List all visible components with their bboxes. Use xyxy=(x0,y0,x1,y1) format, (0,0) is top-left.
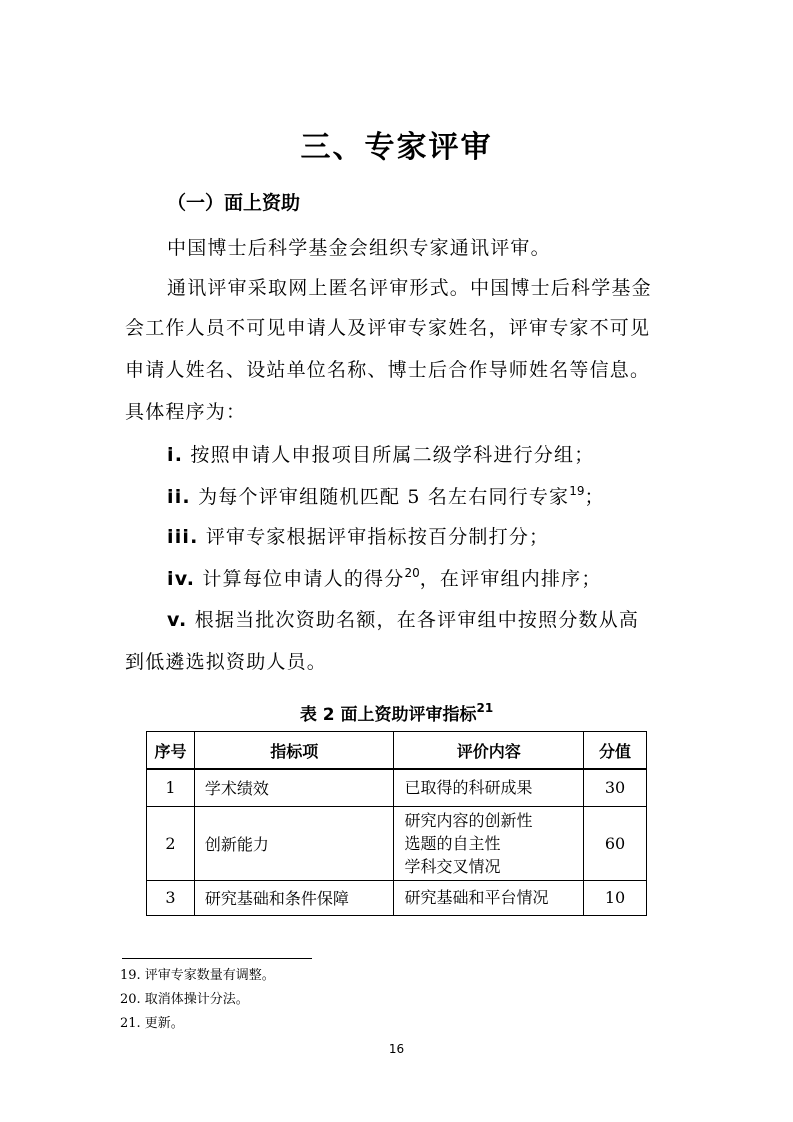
paragraph-2-line-3: 申请人姓名、设站单位名称、博士后合作导师姓名等信息。 xyxy=(125,359,651,381)
footnote-ref[interactable]: 20 xyxy=(404,566,420,580)
row-item: 创新能力 xyxy=(194,806,394,880)
row-score: 60 xyxy=(584,806,647,880)
paragraph-2-line-1: 通讯评审采取网上匿名评审形式。中国博士后科学基金 xyxy=(167,277,652,299)
criteria-table xyxy=(146,731,647,916)
paragraph-2-line-2: 会工作人员不可见申请人及评审专家姓名，评审专家不可见 xyxy=(125,317,651,339)
footnote-divider xyxy=(122,958,312,959)
row-item: 研究基础和条件保障 xyxy=(194,880,394,915)
step-number: ii. xyxy=(167,486,191,508)
row-content xyxy=(394,880,584,915)
table-row xyxy=(147,806,647,880)
row-item: 学术绩效 xyxy=(194,769,394,806)
table-caption xyxy=(0,700,793,725)
footnote-ref[interactable]: 21 xyxy=(476,701,494,715)
row-score: 10 xyxy=(584,880,647,915)
table-header-row xyxy=(147,732,647,770)
step-number: i. xyxy=(167,444,184,466)
step-text: 计算每位申请人的得分 xyxy=(202,568,405,590)
row-number: 3 xyxy=(147,880,195,915)
paragraph-1: 中国博士后科学基金会组织专家通讯评审。 xyxy=(167,237,551,259)
step-2 xyxy=(167,482,605,509)
row-content xyxy=(394,806,584,880)
table-row xyxy=(147,769,647,806)
step-text-after: ，在评审组内排序； xyxy=(419,568,602,590)
paragraph-2-line-4: 具体程序为： xyxy=(125,401,247,423)
step-5 xyxy=(167,605,639,632)
step-number: iii. xyxy=(167,526,199,548)
content-line: 学科交叉情况 xyxy=(404,856,501,876)
row-content xyxy=(394,769,584,806)
header-content: 评价内容 xyxy=(394,732,584,770)
footnote-ref[interactable]: 19 xyxy=(569,484,585,498)
step-text: 评审专家根据评审指标按百分制打分； xyxy=(205,526,550,548)
row-number: 1 xyxy=(147,769,195,806)
header-number: 序号 xyxy=(147,732,195,770)
step-text: 根据当批次资助名额，在各评审组中按照分数从高 xyxy=(194,609,640,631)
content-line: 研究基础和平台情况 xyxy=(404,888,549,907)
content-line: 选题的自主性 xyxy=(404,833,501,853)
content-line: 研究内容的创新性 xyxy=(404,810,533,830)
step-3 xyxy=(167,522,549,549)
table-caption-text: 表 2 面上资助评审指标 xyxy=(299,705,477,725)
step-number: iv. xyxy=(167,568,196,590)
table-row xyxy=(147,880,647,915)
footnote-19: 19. 评审专家数量有调整。 xyxy=(120,968,275,983)
step-text-after: ； xyxy=(584,486,605,508)
step-number: v. xyxy=(167,609,188,631)
subsection-title: （一）面上资助 xyxy=(167,192,301,214)
row-number: 2 xyxy=(147,806,195,880)
footnote-21: 21. 更新。 xyxy=(120,1016,184,1031)
step-text: 按照申请人申报项目所属二级学科进行分组； xyxy=(190,444,595,466)
step-text: 为每个评审组随机匹配 5 名左右同行专家 xyxy=(198,486,570,508)
footnote-20: 20. 取消体操计分法。 xyxy=(120,992,249,1007)
step-1 xyxy=(167,440,594,467)
row-score: 30 xyxy=(584,769,647,806)
page-number: 16 xyxy=(388,1042,405,1056)
section-title: 三、专家评审 xyxy=(300,130,493,165)
header-item: 指标项 xyxy=(194,732,394,770)
step-4 xyxy=(167,564,602,591)
content-line: 已取得的科研成果 xyxy=(404,778,533,798)
header-score: 分值 xyxy=(584,732,647,770)
step-5-continuation: 到低遴选拟资助人员。 xyxy=(125,651,328,673)
